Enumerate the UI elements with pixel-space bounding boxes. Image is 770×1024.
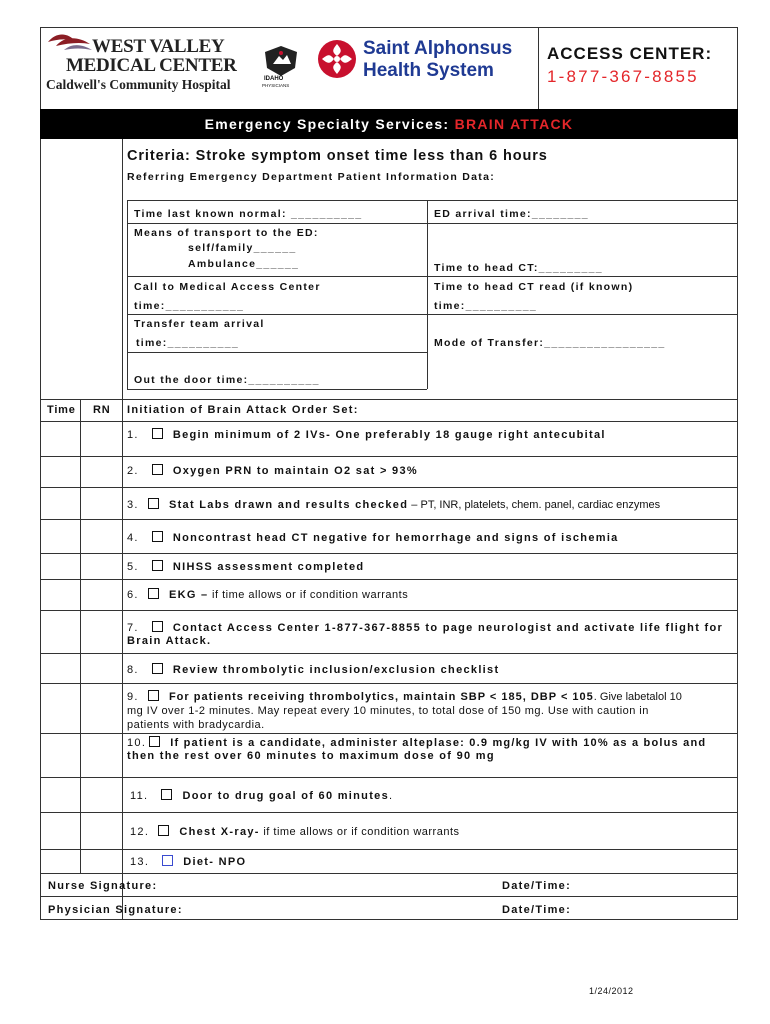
time-head-ct[interactable]: Time to head CT:_________ — [434, 262, 603, 274]
order-num: 5. — [127, 561, 139, 573]
order-text: NIHSS assessment completed — [172, 561, 365, 573]
order-checkbox[interactable] — [148, 498, 159, 509]
order-checkbox[interactable] — [152, 560, 163, 571]
order-text: Door to drug goal of 60 minutes — [182, 790, 389, 802]
order-checkbox[interactable] — [152, 428, 163, 439]
order-text: Contact Access Center 1-877-367-8855 to page neurologist and activate life flight for — [172, 622, 724, 634]
order-text-rest: if time allows or if condition warrants — [259, 826, 460, 838]
order-text: EKG – — [168, 589, 209, 601]
order-num: 3. — [127, 499, 139, 511]
order-text: Begin minimum of 2 IVs- One preferably 18 gauge right antecubital — [172, 429, 606, 441]
wvmc-tagline: Caldwell's Community Hospital — [46, 77, 231, 92]
order-text: For patients receiving thrombolytics, maintain SBP < 185, DBP < 105 — [168, 691, 594, 703]
cross-icon — [316, 38, 358, 80]
order-row — [127, 560, 732, 573]
order-num: 11. — [130, 790, 149, 802]
col-order-header: Initiation of Brain Attack Order Set: — [127, 404, 359, 416]
order-num: 9. — [127, 691, 139, 703]
order-text-rest: – PT, INR, platelets, chem. panel, cardiac enzymes — [408, 499, 661, 511]
criteria-subtitle: Referring Emergency Department Patient Information Data: — [127, 171, 496, 183]
shield-icon — [261, 44, 301, 78]
order-text-rest: . — [389, 790, 394, 802]
saint-line-1: Saint Alphonsus — [363, 38, 513, 59]
order-text: Stat Labs drawn and results checked — [168, 499, 409, 511]
order-text-line3: patients with bradycardia. — [127, 719, 265, 731]
order-row — [127, 621, 732, 634]
order-checkbox[interactable] — [152, 464, 163, 475]
call-time[interactable]: time:___________ — [134, 300, 245, 312]
col-rn-header: RN — [93, 404, 111, 416]
idaho-physicians-logo — [261, 44, 301, 90]
order-row — [127, 464, 732, 477]
order-num: 1. — [127, 429, 139, 441]
col-time-header: Time — [47, 404, 76, 416]
time-last-known[interactable]: Time last known normal: __________ — [134, 208, 363, 220]
order-row — [127, 736, 735, 749]
order-num: 8. — [127, 664, 139, 676]
order-text: Noncontrast head CT negative for hemorrhage and signs of ischemia — [172, 532, 619, 544]
order-checkbox[interactable] — [148, 690, 159, 701]
order-num: 13. — [130, 856, 150, 868]
order-num: 12. — [130, 826, 150, 838]
transfer-time[interactable]: time:__________ — [136, 337, 239, 349]
transfer-arrival: Transfer team arrival — [134, 318, 265, 330]
order-num: 10. — [127, 737, 147, 749]
order-checkbox[interactable] — [152, 621, 163, 632]
order-num: 2. — [127, 465, 139, 477]
wvmc-name-1: WEST VALLEY — [92, 36, 225, 57]
order-text: Oxygen PRN to maintain O2 sat > 93% — [172, 465, 418, 477]
banner-prefix: Emergency Specialty Services: — [204, 116, 455, 132]
physicians-text: PHYSICIANS — [262, 83, 290, 88]
idaho-text: IDAHO — [264, 76, 284, 82]
mode-transfer[interactable]: Mode of Transfer:_________________ — [434, 337, 666, 349]
ct-read: Time to head CT read (if known) — [434, 281, 634, 293]
criteria-title: Criteria: Stroke symptom onset time less than 6 hours — [127, 148, 548, 164]
out-door[interactable]: Out the door time:__________ — [134, 374, 320, 386]
order-text-rest: if time allows or if condition warrants — [208, 589, 409, 601]
order-checkbox[interactable] — [149, 736, 160, 747]
order-text: Diet- NPO — [183, 856, 247, 868]
footer-date: 1/24/2012 — [589, 986, 634, 996]
access-center-phone: 1-877-367-8855 — [547, 67, 699, 86]
order-row — [127, 531, 732, 544]
order-text: Chest X-ray- — [179, 826, 260, 838]
order-text: If patient is a candidate, administer alteplase: 0.9 mg/kg IV with 10% as a bolus and — [170, 737, 707, 749]
ct-read-time[interactable]: time:__________ — [434, 300, 537, 312]
order-row — [127, 663, 732, 676]
order-checkbox[interactable] — [161, 789, 172, 800]
order-text-line2: mg IV over 1-2 minutes. May repeat every 10 minutes, to total dose of 150 mg. Use with caution in — [127, 705, 649, 717]
order-row — [127, 498, 732, 511]
order-num: 6. — [127, 589, 139, 601]
order-text-line2: then the rest over 60 minutes to maximum dose of 90 mg — [127, 750, 495, 762]
order-row — [127, 690, 735, 703]
order-num: 7. — [127, 622, 139, 634]
ed-arrival[interactable]: ED arrival time:________ — [434, 208, 589, 220]
saint-line-2: Health System — [363, 60, 494, 81]
banner-highlight: BRAIN ATTACK — [454, 116, 574, 132]
access-center-title: ACCESS CENTER: — [547, 44, 713, 63]
order-num: 4. — [127, 532, 139, 544]
order-row — [127, 588, 732, 601]
saint-alphonsus-logo — [316, 38, 526, 88]
west-valley-logo — [46, 30, 256, 92]
call-access: Call to Medical Access Center — [134, 281, 321, 293]
self-family[interactable]: self/family______ — [188, 242, 297, 254]
order-checkbox[interactable] — [152, 531, 163, 542]
order-checkbox[interactable] — [152, 663, 163, 674]
order-row — [130, 825, 735, 838]
order-row — [130, 855, 735, 868]
ambulance[interactable]: Ambulance______ — [188, 258, 300, 270]
wvmc-name-2: MEDICAL CENTER — [66, 55, 237, 76]
datetime-label-1[interactable]: Date/Time: — [502, 880, 572, 892]
means-transport: Means of transport to the ED: — [134, 227, 319, 239]
order-text-line2: Brain Attack. — [127, 635, 212, 647]
order-checkbox[interactable] — [162, 855, 173, 866]
order-row — [127, 428, 732, 441]
order-checkbox[interactable] — [158, 825, 169, 836]
order-checkbox[interactable] — [148, 588, 159, 599]
order-text: Review thrombolytic inclusion/exclusion checklist — [172, 664, 500, 676]
banner-title — [40, 116, 738, 132]
order-text-rest: . Give labetalol 10 — [593, 691, 682, 703]
order-row — [130, 789, 735, 802]
nurse-signature-label[interactable]: Nurse Signature: — [48, 880, 158, 892]
physician-signature-label[interactable]: Physician Signature: — [48, 904, 183, 916]
datetime-label-2[interactable]: Date/Time: — [502, 904, 572, 916]
